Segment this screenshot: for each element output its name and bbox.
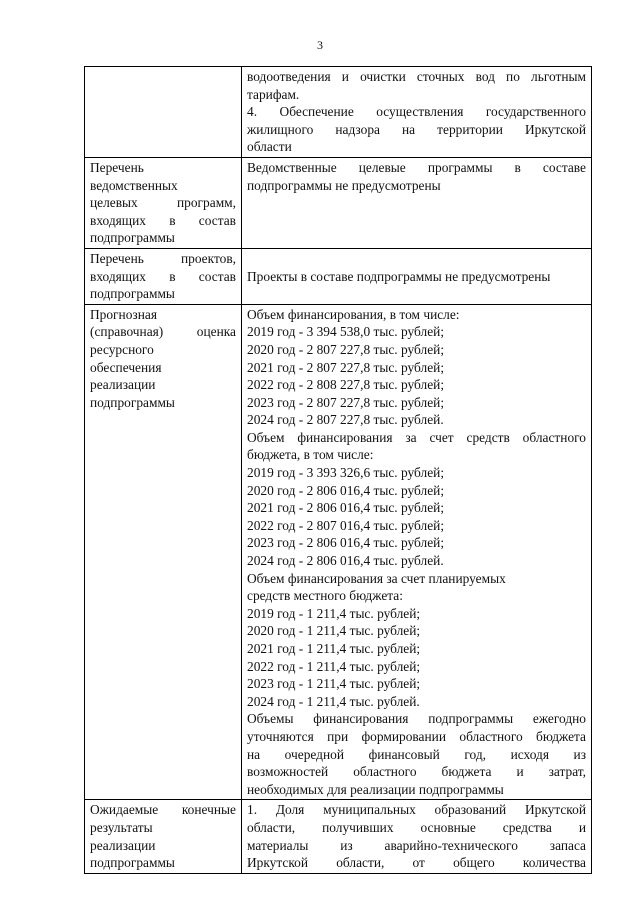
row-label-cell	[85, 157, 242, 248]
label-line: ведомственных	[90, 177, 178, 193]
content-line: уточняются при формировании областного бюджета	[247, 728, 586, 744]
row-funding-estimate	[85, 304, 592, 800]
row-label-cell	[85, 67, 242, 158]
page-number: 3	[317, 38, 323, 52]
content-line: 4. Обеспечение осуществления государственного	[247, 104, 586, 120]
label-line: ресурсного	[90, 341, 154, 357]
content-line: Ведомственные целевые программы в составе	[247, 159, 586, 175]
label-line: входящих в состав	[90, 268, 236, 284]
row-content-cell	[242, 67, 592, 158]
row-projects	[85, 248, 592, 304]
label-line: обеспечения	[90, 359, 162, 375]
row-label-cell	[85, 248, 242, 304]
content-line: бюджета, в том числе:	[247, 447, 374, 463]
content-line: Объемы финансирования подпрограммы ежегодно	[247, 711, 586, 727]
content-line: 2019 год - 1 211,4 тыс. рублей;	[247, 605, 421, 621]
content-line: возможностей областного бюджета и затрат,	[247, 764, 586, 780]
content-line: водоотведения и очистки сточных вод по льготным	[247, 69, 586, 84]
row-content-cell	[242, 248, 592, 304]
content-line: на очередной финансовый год, исходя из	[247, 746, 586, 762]
content-line: 2022 год - 2 807 016,4 тыс. рублей;	[247, 517, 445, 533]
content-line: Объем финансирования за счет средств областного	[247, 429, 586, 445]
label-line: Перечень	[90, 159, 144, 175]
content-line: 2022 год - 1 211,4 тыс. рублей;	[247, 658, 421, 674]
label-line: Прогнозная	[90, 306, 157, 322]
content-line: подпрограммы не предусмотрены	[247, 177, 441, 193]
content-line: материалы из аварийно-технического запаса	[247, 837, 586, 853]
content-line: 2022 год - 2 808 227,8 тыс. рублей;	[247, 377, 445, 393]
content-line: 1. Доля муниципальных образований Иркутской	[247, 802, 586, 818]
content-line: 2021 год - 2 807 227,8 тыс. рублей;	[247, 359, 445, 375]
content-line: необходимых для реализации подпрограммы	[247, 781, 504, 797]
content-line: 2024 год - 1 211,4 тыс. рублей.	[247, 693, 420, 709]
content-line: 2020 год - 2 806 016,4 тыс. рублей;	[247, 482, 445, 498]
label-line: подпрограммы	[90, 230, 175, 246]
label-line: реализации	[90, 377, 156, 393]
label-line: входящих в состав	[90, 212, 236, 228]
label-line: реализации	[90, 837, 156, 853]
content-line: области	[247, 139, 292, 155]
label-line: подпрограммы	[90, 855, 175, 871]
content-line: средств местного бюджета:	[247, 588, 403, 604]
content-line: 2020 год - 1 211,4 тыс. рублей;	[247, 623, 421, 639]
content-line: Иркутской области, от общего количества	[247, 855, 586, 871]
content-line: 2023 год - 1 211,4 тыс. рублей;	[247, 676, 421, 692]
content-line: 2019 год - 3 393 326,6 тыс. рублей;	[247, 465, 445, 481]
row-content-cell	[242, 304, 592, 800]
content-line: 2024 год - 2 807 227,8 тыс. рублей.	[247, 412, 444, 428]
label-line: результаты	[90, 819, 153, 835]
label-line: подпрограммы	[90, 286, 175, 302]
row-content-cell	[242, 157, 592, 248]
row-content-cell	[242, 800, 592, 873]
content-line: 2023 год - 2 807 227,8 тыс. рублей;	[247, 394, 445, 410]
row-continuation	[85, 67, 592, 158]
label-line: Перечень проектов,	[90, 250, 236, 266]
row-label-cell	[85, 304, 242, 800]
content-line: 2019 год - 3 394 538,0 тыс. рублей;	[247, 324, 445, 340]
content-line: 2020 год - 2 807 227,8 тыс. рублей;	[247, 341, 445, 357]
label-line: Ожидаемые конечные	[90, 802, 236, 818]
content-line: 2023 год - 2 806 016,4 тыс. рублей;	[247, 535, 445, 551]
content-line: жилищного надзора на территории Иркутской	[247, 121, 586, 137]
label-line: (справочная) оценка	[90, 324, 236, 340]
row-label-cell	[85, 800, 242, 873]
passport-table	[84, 66, 592, 874]
label-line: подпрограммы	[90, 394, 175, 410]
content-line: Проекты в составе подпрограммы не предусмотрены	[247, 268, 551, 284]
content-line: 2021 год - 1 211,4 тыс. рублей;	[247, 641, 421, 656]
label-line: целевых программ,	[90, 195, 236, 211]
content-line: 2024 год - 2 806 016,4 тыс. рублей.	[247, 553, 444, 569]
content-line: Объем финансирования, в том числе:	[247, 306, 460, 322]
row-departmental-programs	[85, 157, 592, 248]
content-line: тарифам.	[247, 86, 300, 102]
row-expected-results	[85, 800, 592, 873]
content-line: Объем финансирования за счет планируемых	[247, 570, 506, 586]
content-line: 2021 год - 2 806 016,4 тыс. рублей;	[247, 500, 445, 516]
content-line: области, получивших основные средства и	[247, 819, 586, 835]
